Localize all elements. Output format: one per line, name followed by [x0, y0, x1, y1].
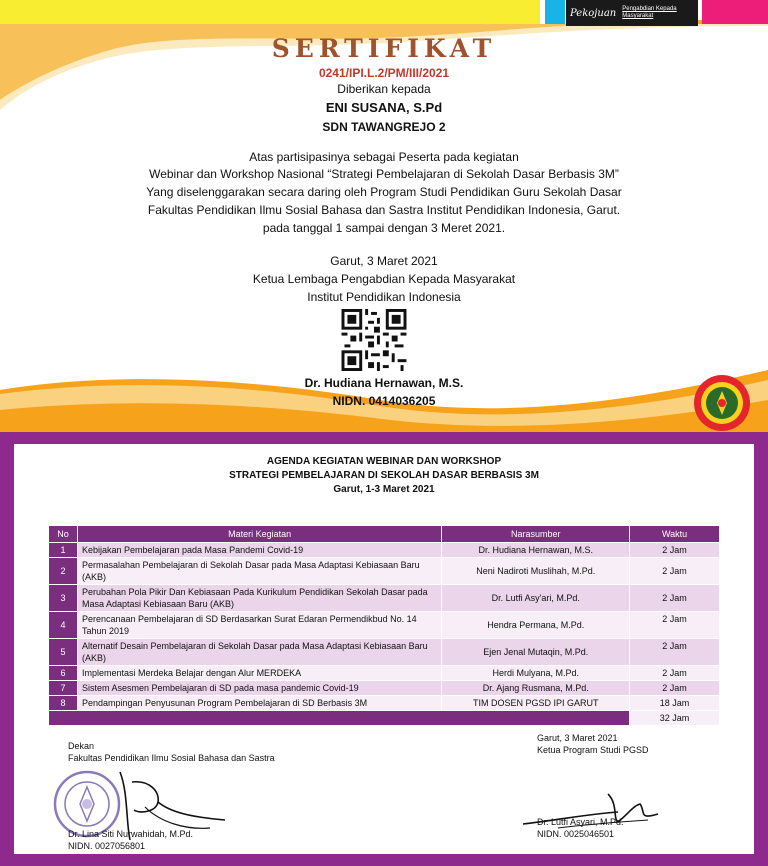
- row-narasumber: Neni Nadiroti Muslihah, M.Pd.: [442, 558, 630, 585]
- signer-name: Dr. Hudiana Hernawan, M.S.: [304, 376, 464, 390]
- lppm-logo-script: Pekojuan: [570, 7, 617, 19]
- body-line-3: Yang diselenggarakan secara daring oleh Program Studi Pendidikan Guru Sekolah Dasar: [146, 185, 622, 199]
- row-materi: Kebijakan Pembelajaran pada Masa Pandemi Covid-19: [77, 543, 441, 558]
- row-waktu: 2 Jam: [630, 666, 720, 681]
- row-no: 4: [49, 612, 78, 639]
- row-materi: Pendampingan Penyusunan Program Pembelajaran di SD Berbasis 3M: [77, 696, 441, 711]
- right-signer-place-date: Garut, 3 Maret 2021: [537, 733, 618, 743]
- row-waktu: 2 Jam: [630, 681, 720, 696]
- row-waktu: 2 Jam: [630, 558, 720, 585]
- table-row: [49, 639, 720, 666]
- row-narasumber: Dr. Ajang Rusmana, M.Pd.: [442, 681, 630, 696]
- row-waktu: 2 Jam: [630, 612, 720, 639]
- table-row: [49, 543, 720, 558]
- row-materi: Perubahan Pola Pikir Dan Kebiasaan Pada Kurikulum Pendidikan Sekolah Dasar pada Masa Adaptasi Kebiasaan Baru (AKB): [77, 585, 441, 612]
- table-row: [49, 558, 720, 585]
- row-no: 5: [49, 639, 78, 666]
- right-signer-nidn: NIDN. 0025046501: [537, 829, 615, 839]
- row-narasumber: TIM DOSEN PGSD IPI GARUT: [442, 696, 630, 711]
- left-signer-nidn: NIDN. 0027056801: [68, 841, 146, 851]
- body-line-1: Atas partisipasinya sebagai Peserta pada kegiatan: [249, 150, 519, 164]
- row-no: 7: [49, 681, 78, 696]
- header-waktu: Waktu: [630, 526, 720, 543]
- lppm-logo-text: Pengabdian Kepada Masyarakat: [622, 6, 677, 19]
- recipient-name: ENI SUSANA, S.Pd: [325, 100, 443, 115]
- certificate-number: 0241/IPI.L.2/PM/III/2021: [318, 66, 450, 80]
- agenda-title-line-3: Garut, 1-3 Maret 2021: [333, 484, 435, 495]
- lppm-logo: [566, 0, 698, 26]
- row-materi: Permasalahan Pembelajaran di Sekolah Dasar pada Masa Adaptasi Kebiasaan Baru (AKB): [77, 558, 441, 585]
- row-no: 6: [49, 666, 78, 681]
- given-to-label: Diberikan kepada: [337, 82, 431, 96]
- cyan-color-bar: [545, 0, 565, 24]
- total-value: 32 Jam: [630, 711, 720, 726]
- row-no: 2: [49, 558, 78, 585]
- body-line-5: pada tanggal 1 sampai dengan 3 Meret 2021.: [262, 221, 506, 235]
- row-materi: Alternatif Desain Pembelajaran di Sekolah Dasar pada Masa Adaptasi Kebiasaan Baru (AKB): [77, 639, 441, 666]
- header-no: No: [49, 526, 78, 543]
- table-row: [49, 585, 720, 612]
- institution-seal-icon: [693, 374, 751, 432]
- certificate-page: [0, 0, 768, 432]
- left-signer-name: Dr. Lina Siti Nurwahidah, M.Pd.: [68, 829, 194, 839]
- signer-title: Ketua Lembaga Pengabdian Kepada Masyarakat: [252, 272, 516, 286]
- magenta-color-bar: [702, 0, 768, 24]
- row-narasumber: Hendra Permana, M.Pd.: [442, 612, 630, 639]
- table-total-row: [49, 711, 720, 726]
- left-signer-faculty: Fakultas Pendidikan Ilmu Sosial Bahasa dan Sastra: [68, 753, 275, 763]
- row-waktu: 2 Jam: [630, 639, 720, 666]
- row-waktu: 2 Jam: [630, 543, 720, 558]
- table-header-row: [49, 526, 720, 543]
- row-narasumber: Herdi Mulyana, M.Pd.: [442, 666, 630, 681]
- agenda-table: [48, 525, 720, 726]
- recipient-school: SDN TAWANGREJO 2: [322, 120, 446, 134]
- body-line-2: Webinar dan Workshop Nasional “Strategi Pembelajaran di Sekolah Dasar Berbasis 3M”: [149, 167, 619, 181]
- row-waktu: 2 Jam: [630, 585, 720, 612]
- agenda-section: [0, 432, 768, 866]
- body-line-4: Fakultas Pendidikan Ilmu Sosial Bahasa dan Sastra Institut Pendidikan Indonesia, Garut.: [147, 203, 621, 217]
- table-row: [49, 681, 720, 696]
- bottom-decorative-wave: [0, 350, 768, 432]
- right-signer-name: Dr. Lutfi Asyari, M.Pd.: [537, 817, 624, 827]
- certificate-title: SERTIFIKAT: [271, 34, 497, 63]
- row-materi: Sistem Asesmen Pembelajaran di SD pada masa pandemic Covid-19: [77, 681, 441, 696]
- row-materi: Implementasi Merdeka Belajar dengan Alur MERDEKA: [77, 666, 441, 681]
- row-narasumber: Dr. Hudiana Hernawan, M.S.: [442, 543, 630, 558]
- table-row: [49, 666, 720, 681]
- agenda-title-line-1: AGENDA KEGIATAN WEBINAR DAN WORKSHOP: [266, 456, 502, 467]
- agenda-title-line-2: STRATEGI PEMBELAJARAN DI SEKOLAH DASAR BERBASIS 3M: [229, 470, 539, 481]
- total-bar: [49, 711, 630, 726]
- place-date: Garut, 3 Maret 2021: [330, 254, 438, 268]
- row-no: 1: [49, 543, 78, 558]
- agenda-panel: [14, 444, 754, 854]
- header-narasumber: Narasumber: [442, 526, 630, 543]
- row-no: 3: [49, 585, 78, 612]
- row-narasumber: Ejen Jenal Mutaqin, M.Pd.: [442, 639, 630, 666]
- row-narasumber: Dr. Lutfi Asy'ari, M.Pd.: [442, 585, 630, 612]
- right-signer-role: Ketua Program Studi PGSD: [537, 745, 649, 755]
- signer-nidn: NIDN. 0414036205: [332, 394, 436, 408]
- signer-institution: Institut Pendidikan Indonesia: [307, 290, 461, 304]
- row-no: 8: [49, 696, 78, 711]
- row-materi: Perencanaan Pembelajaran di SD Berdasarkan Surat Edaran Permendikbud No. 14 Tahun 2019: [77, 612, 441, 639]
- header-materi: Materi Kegiatan: [77, 526, 441, 543]
- left-signer-role: Dekan: [68, 741, 95, 751]
- table-row: [49, 696, 720, 711]
- table-row: [49, 612, 720, 639]
- row-waktu: 18 Jam: [630, 696, 720, 711]
